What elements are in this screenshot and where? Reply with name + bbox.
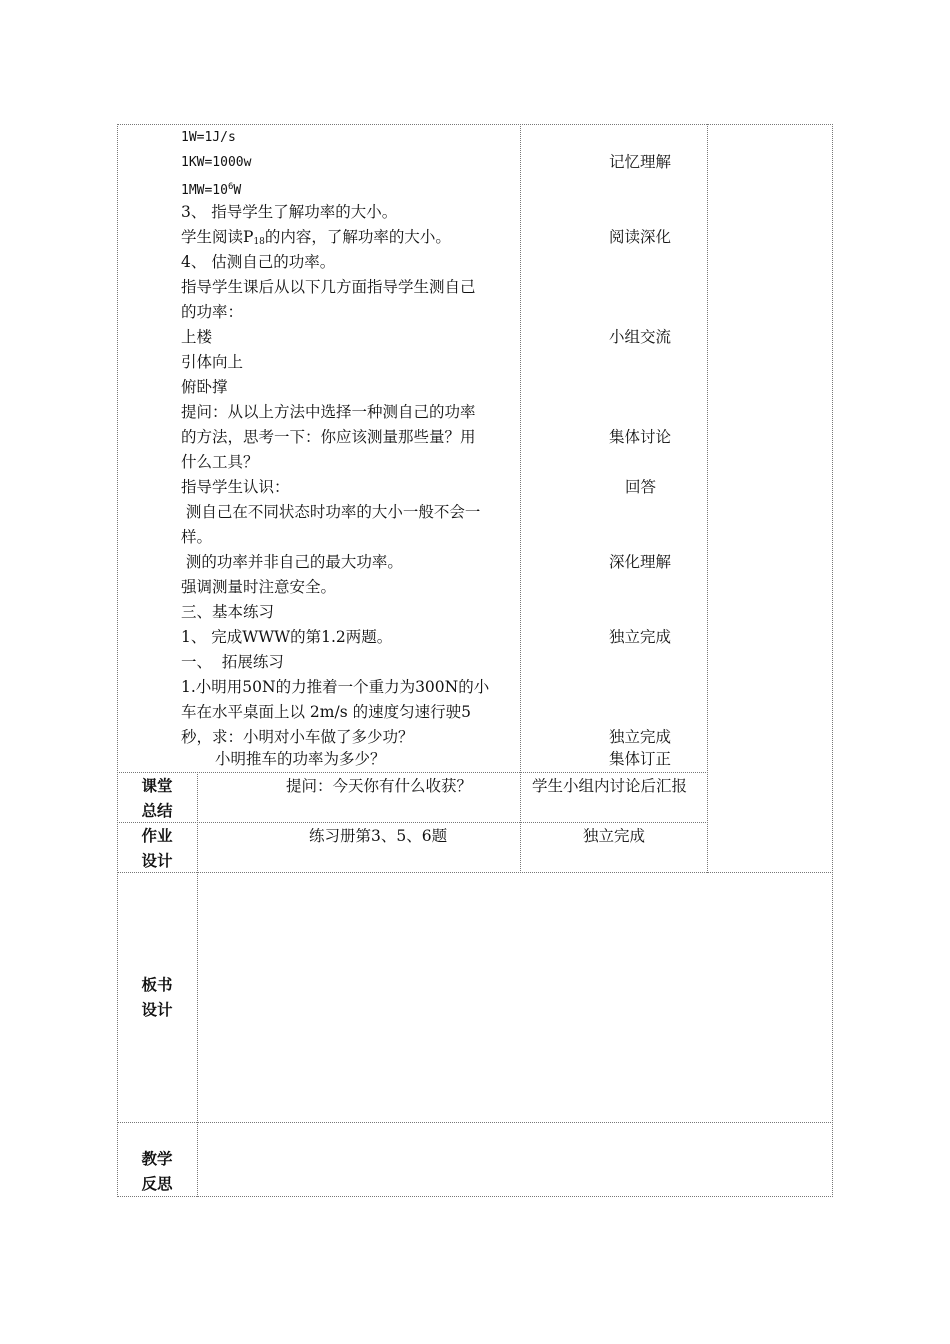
formula-megawatt: $1MW=10^6W$ [181,182,242,198]
homework-label-1: 作业 [141,827,173,845]
activity-reading: 阅读深化 [609,228,672,246]
question-line-3: 什么工具？ [181,453,259,471]
reflection-label [118,1147,196,1197]
homework-teacher-text: 练习册第3、5、6题 [309,827,448,845]
reflection-cell [198,1123,832,1196]
section-basic-practice: 三、基本练习 [181,603,275,621]
reflection-label-2: 反思 [141,1175,173,1193]
safety-note: 强调测量时注意安全。 [181,578,337,596]
board-design-cell [198,873,832,1122]
guidance-point-2: 测的功率并非自己的最大功率。 [181,553,403,571]
problem-line-1: 1.小明用50N的力推着一个重力为300N的小 [181,678,490,696]
step-3-heading: 3、 指导学生了解功率的大小。 [181,203,398,221]
activity-group: 小组交流 [609,328,672,346]
activity-independent-1: 独立完成 [609,628,672,646]
reflection-label-1: 教学 [141,1150,173,1168]
table-border-bottom [117,1196,833,1197]
col-divider-teacher-student [520,124,521,873]
board-label-1: 板书 [141,976,173,994]
table-border-left [117,124,118,1197]
question-line-2: 的方法，思考一下：你应该测量那些量？用 [181,428,476,446]
question-line-1: 提问：从以上方法中选择一种测自己的功率 [181,403,476,421]
summary-teacher-text: 提问：今天你有什么收获？ [286,777,473,795]
guidance-heading: 指导学生认识： [181,478,290,496]
step-4-heading: 4、 估测自己的功率。 [181,253,336,271]
homework-label [118,824,196,874]
problem-line-4: 小明推车的功率为多少？ [215,750,386,768]
board-label-2: 设计 [141,1001,173,1019]
col-divider-student-notes [707,124,708,873]
table-border-right [832,124,833,1197]
activity-discussion: 集体讨论 [609,428,672,446]
homework-label-2: 设计 [141,852,173,870]
problem-line-2: 车在水平桌面上以 2m/s 的速度匀速行驶5 [181,703,471,721]
activity-independent-2: 独立完成 [609,728,672,746]
practice-item-1: 1、 完成WWW的第1.2两题。 [181,628,393,646]
homework-student-text: 独立完成 [583,827,646,845]
activity-correction: 集体订正 [609,750,672,768]
formula-kilowatt: 1KW=1000w [181,155,252,170]
guidance-point-1a: 测自己在不同状态时功率的大小一般不会一 [181,503,481,521]
method-stairs: 上楼 [181,328,213,346]
summary-label-2: 总结 [141,802,173,820]
teacher-line-8: 的功率： [181,303,244,321]
activity-answer: 回答 [625,478,657,496]
summary-student-text: 学生小组内讨论后汇报 [532,777,688,795]
board-design-label [118,973,196,1023]
summary-label [118,774,196,824]
section-extension-practice: 一、 拓展练习 [181,653,284,671]
problem-line-3: 秒，求：小明对小车做了多少功？ [181,728,414,746]
activity-deepen: 深化理解 [609,553,672,571]
formula-watt: 1W=1J/s [181,130,236,145]
teacher-line-7: 指导学生课后从以下几方面指导学生测自己 [181,278,476,296]
summary-label-1: 课堂 [141,777,173,795]
activity-memorize: 记忆理解 [609,153,672,171]
row-divider-homework [117,822,708,823]
guidance-point-1b: 样。 [181,528,213,546]
row-divider-summary [117,772,708,773]
method-pull-up: 引体向上 [181,353,244,371]
reading-instruction: 学生阅读$P_{18}$的内容，了解功率的大小。 [181,228,451,247]
method-push-up: 俯卧撑 [181,378,228,396]
